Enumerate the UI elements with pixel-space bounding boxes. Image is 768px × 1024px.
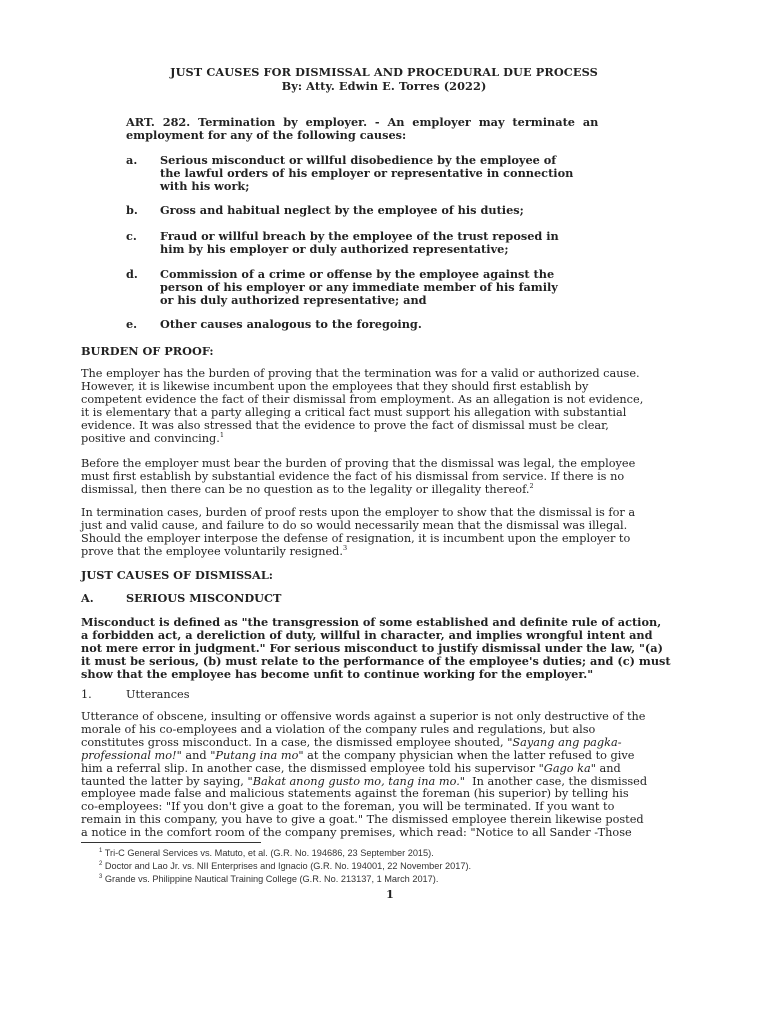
paragraph-line: However, it is likewise incumbent upon the employees that they should first establish by xyxy=(81,379,589,393)
article-item-letter: b. xyxy=(126,203,138,217)
article-intro-line2: employment for any of the following causes: xyxy=(126,128,407,142)
paragraph-line xyxy=(81,543,687,559)
quoted-utterance: professional mo!" xyxy=(81,748,182,762)
document-author: By: Atty. Edwin E. Torres (2022) xyxy=(281,79,487,93)
paragraph-line: not mere error in judgment." For serious misconduct to justify dismissal under the law, "(a) xyxy=(81,641,663,655)
article-item-letter: a. xyxy=(126,153,138,167)
paragraph-line: In termination cases, burden of proof rests upon the employer to show that the dismissal is for a xyxy=(81,506,636,519)
misconduct-definition xyxy=(81,616,687,681)
paragraph-line: it is elementary that a party alleging a critical fact must support his allegation with substantial xyxy=(81,405,627,419)
paragraph-text: him a referral slip. In another case, the dismissed employee told his supervisor xyxy=(81,761,539,775)
page-number: 1 xyxy=(386,888,394,901)
paragraph-line: evidence. It was also stressed that the evidence to prove the fact of dismissal must be clear, xyxy=(81,418,609,432)
just-causes-heading: JUST CAUSES OF DISMISSAL: xyxy=(81,568,273,582)
paragraph-line: show that the employee has become unfit to continue working for the employer." xyxy=(81,667,594,681)
burden-paragraph xyxy=(81,458,687,497)
footnote xyxy=(99,861,659,872)
burden-paragraph xyxy=(81,507,687,559)
paragraph-line: must first establish by substantial evidence the fact of his dismissal from service. If there is no xyxy=(81,469,625,483)
burden-of-proof-heading: BURDEN OF PROOF: xyxy=(81,344,214,358)
paragraph-line: remain in this company, you have to give a goat." The dismissed employee therein likewise posted xyxy=(81,813,644,827)
paragraph-line: just and valid cause, and failure to do so would necessarily mean that the dismissal was illegal. xyxy=(81,518,628,532)
footnote-number: 3 xyxy=(99,873,103,880)
article-item-text xyxy=(160,204,640,217)
section-title: SERIOUS MISCONDUCT xyxy=(126,591,282,605)
paragraph-line: a notice in the comfort room of the company premises, which read: "Notice to all Sander -Those xyxy=(81,826,632,840)
paragraph-line: it must be serious, (b) must relate to the performance of the employee's duties; and (c) must xyxy=(81,654,671,668)
article-item-letter: c. xyxy=(126,229,137,243)
article-item-text xyxy=(160,318,640,331)
paragraph-line: co-employees: "If you don't give a goat to the foreman, you will be terminated. If you want to xyxy=(81,800,615,814)
article-item-line: person of his employer or any immediate member of his family xyxy=(160,280,558,294)
footnote-text: Grande vs. Philippine Nautical Training College (G.R. No. 213137, 1 March 2017). xyxy=(104,874,439,884)
paragraph-line xyxy=(81,430,687,446)
footnote-number: 2 xyxy=(99,860,103,867)
article-item-text xyxy=(160,230,640,256)
article-item-line: the lawful orders of his employer or representative in connection xyxy=(160,166,574,180)
footnote xyxy=(99,848,659,859)
paragraph-line: Should the employer interpose the defense of resignation, it is incumbent upon the employer to xyxy=(81,531,631,545)
article-item-line: Gross and habitual neglect by the employee of his duties; xyxy=(160,203,524,217)
burden-paragraph xyxy=(81,368,687,445)
paragraph-line xyxy=(81,484,687,497)
quoted-utterance: "Putang ina mo" xyxy=(210,748,304,762)
article-item-text xyxy=(160,268,640,307)
article-item-line: or his duly authorized representative; and xyxy=(160,293,427,307)
article-item-line: Other causes analogous to the foregoing. xyxy=(160,317,422,331)
utterances-paragraph xyxy=(81,711,687,840)
article-item-line: Serious misconduct or willful disobedience by the employee of xyxy=(160,153,557,167)
footnote-ref[interactable]: 1 xyxy=(219,430,224,439)
paragraph-text: dismissal, then there can be no question as to the legality or illegality thereof. xyxy=(81,482,530,496)
article-item-line: Commission of a crime or offense by the employee against the xyxy=(160,267,555,281)
article-item-letter: e. xyxy=(126,317,138,331)
footnote-separator xyxy=(81,842,261,843)
paragraph-line: morale of his co-employees and a violation of the company rules and regulations, but also xyxy=(81,722,596,736)
document-title: JUST CAUSES FOR DISMISSAL AND PROCEDURAL DUE PROCESS xyxy=(170,65,598,79)
paragraph-line: competent evidence the fact of their dismissal from employment. As an allegation is not evidence, xyxy=(81,392,644,406)
footnote xyxy=(99,874,659,885)
article-intro-line1: ART. 282. Termination by employer. - An employer may terminate an xyxy=(126,115,599,129)
paragraph-line: Misconduct is defined as "the transgression of some established and definite rule of action, xyxy=(81,615,662,629)
footnote-number: 1 xyxy=(99,847,103,854)
paragraph-text: taunted the latter by saying, xyxy=(81,774,248,788)
footnote-text: Tri-C General Services vs. Matuto, et al. (G.R. No. 194686, 23 September 2015). xyxy=(104,848,434,858)
subsection-title: Utterances xyxy=(126,688,190,701)
paragraph-text: prove that the employee voluntarily resigned. xyxy=(81,544,343,558)
article-item-text xyxy=(160,154,640,193)
article-item-line: with his work; xyxy=(160,179,250,193)
footnote-ref[interactable]: 3 xyxy=(343,543,348,552)
paragraph-text: positive and convincing. xyxy=(81,431,220,445)
paragraph-line: Before the employer must bear the burden of proving that the dismissal was legal, the employee xyxy=(81,457,636,470)
subsection-number: 1. xyxy=(81,688,92,701)
paragraph-text: and xyxy=(181,748,211,762)
paragraph-line: a forbidden act, a dereliction of duty, willful in character, and implies wrongful intent and xyxy=(81,628,653,642)
paragraph-line: The employer has the burden of proving that the termination was for a valid or authorized cause. xyxy=(81,367,640,380)
paragraph-text: constitutes gross misconduct. In a case, the dismissed employee shouted, xyxy=(81,735,508,749)
footnote-text: Doctor and Lao Jr. vs. NII Enterprises and Ignacio (G.R. No. 194001, 22 November 2017). xyxy=(104,861,472,871)
quoted-utterance: "Sayang ang pagka- xyxy=(507,735,622,749)
article-item-line: him by his employer or duly authorized representative; xyxy=(160,242,509,256)
paragraph-line: Utterance of obscene, insulting or offensive words against a superior is not only destructive of the xyxy=(81,710,646,723)
paragraph-line: employee made false and malicious statements against the foreman (his superior) by telling his xyxy=(81,787,629,801)
article-item-letter: d. xyxy=(126,267,138,281)
footnote-ref[interactable]: 2 xyxy=(529,482,534,491)
paragraph-text: and xyxy=(595,761,621,775)
article-item-line: Fraud or willful breach by the employee of the trust reposed in xyxy=(160,229,559,243)
paragraph-text: In another case, the dismissed xyxy=(464,774,648,788)
paragraph-text: at the company physician when the latter refused to give xyxy=(303,748,635,762)
quoted-utterance: "Bakat anong gusto mo, tang ina mo." xyxy=(247,774,465,788)
section-letter: A. xyxy=(81,591,94,605)
quoted-utterance: "Gago ka" xyxy=(538,761,596,775)
